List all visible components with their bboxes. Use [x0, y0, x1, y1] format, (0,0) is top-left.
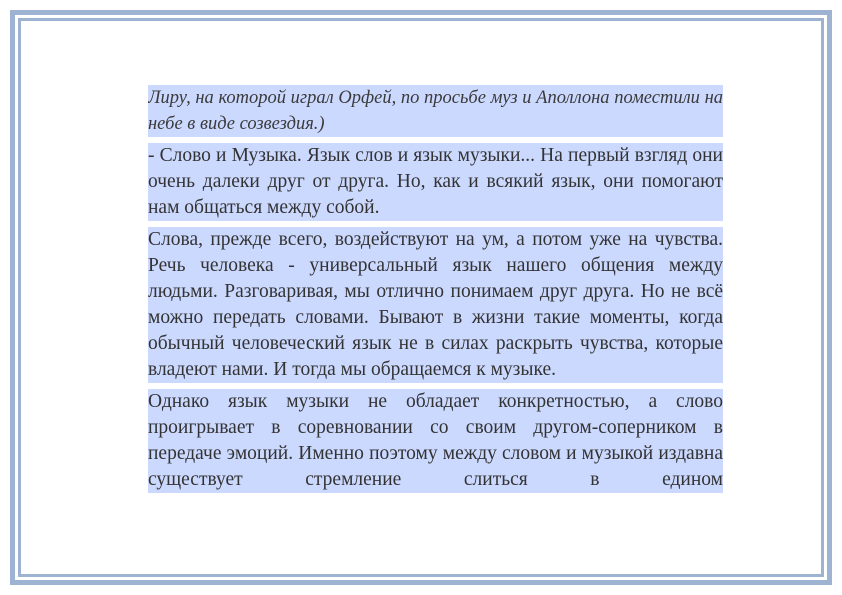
intro-paragraph: Лиру, на которой играл Орфей, по просьбе муз и Аполлона поместили на небе в виде созвездия.)	[148, 85, 723, 137]
paragraph-words-affect-mind: Слова, прежде всего, воздействуют на ум, а потом уже на чувства. Речь человека - универсальный язык нашего общения между людьми. Разговаривая, мы отлично понимаем друг друга. Но не всё можно передать словами. Бывают в жизни такие моменты, когда обычный человеческий язык не в силах раскрыть чувства, которые владеют нами. И тогда мы обращаемся к музыке.	[148, 227, 723, 383]
paragraph-word-and-music: - Слово и Музыка. Язык слов и язык музыки... На первый взгляд они очень далеки друг от друга. Но, как и всякий язык, они помогают нам общаться между собой.	[148, 143, 723, 221]
slide-text-block	[148, 85, 723, 533]
paragraph-music-language: Однако язык музыки не обладает конкретностью, а слово проигрывает в соревновании со своим другом-соперником в передаче эмоций. Именно поэтому между словом и музыкой издавна существует стремление слиться в едином	[148, 389, 723, 493]
